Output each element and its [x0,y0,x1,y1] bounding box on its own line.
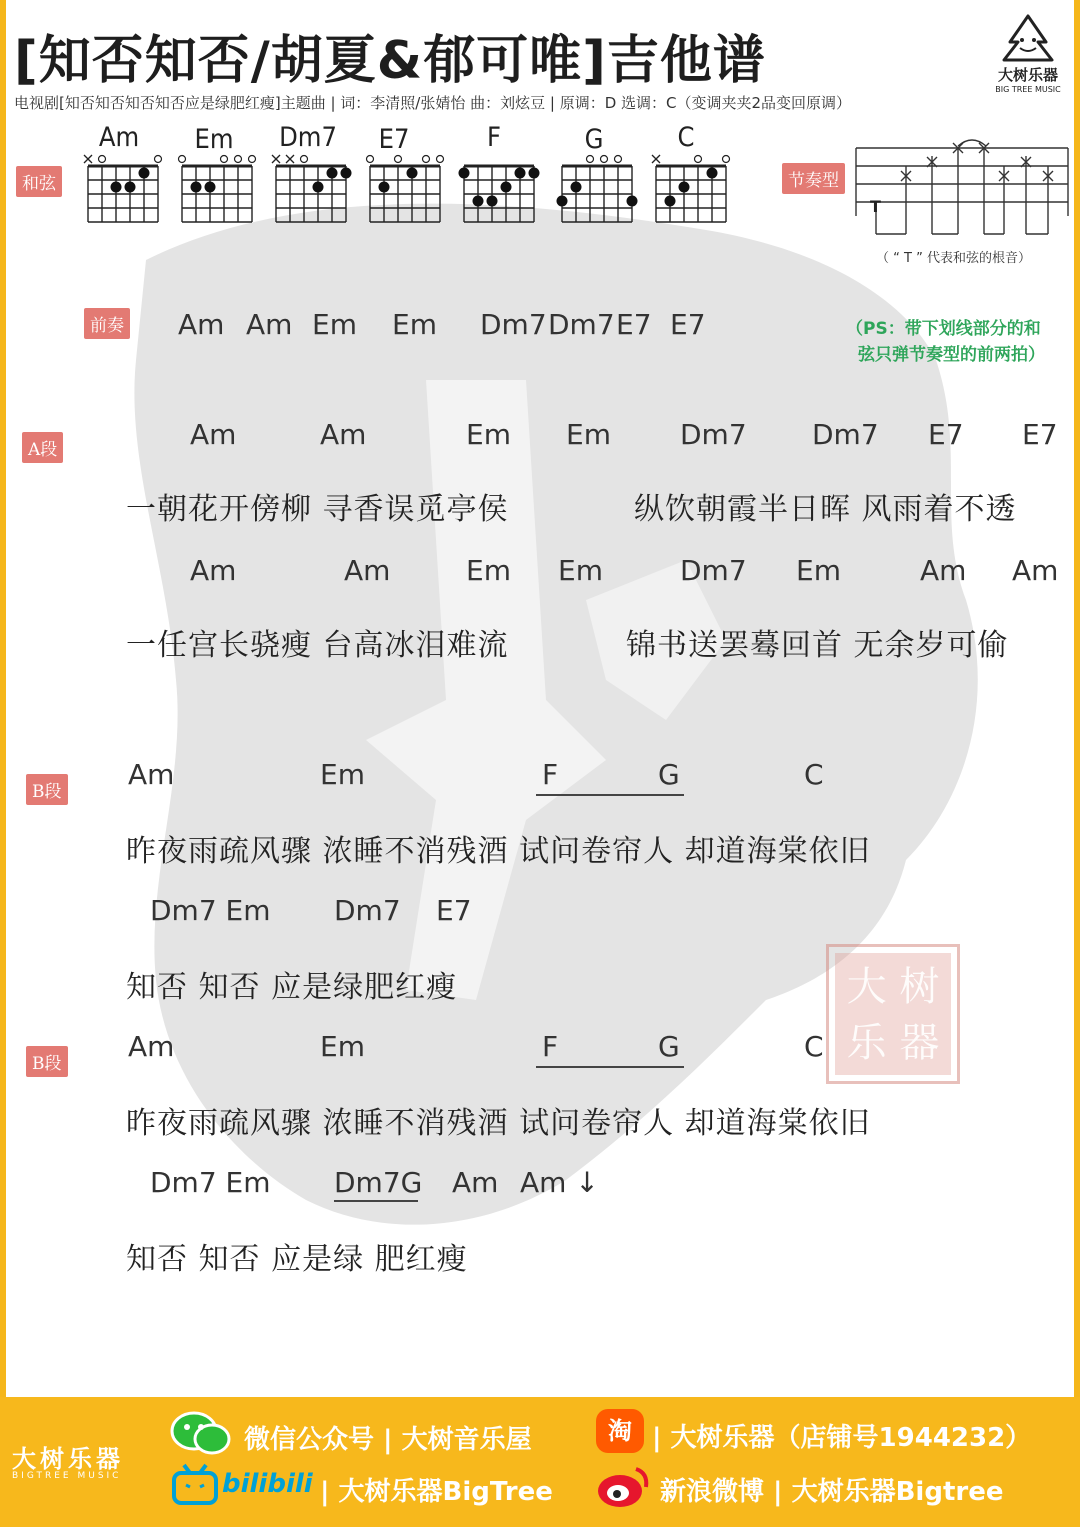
section-b2-chords-2 [6,1166,706,1202]
chord-underline [536,794,684,796]
finger-dot [379,182,390,193]
finger-dot [529,168,540,179]
chord-name-c: C [677,122,695,153]
open-string-mark [423,156,430,163]
finger-dot [707,168,718,179]
open-string-mark [367,156,374,163]
chord-diagram-am [78,150,168,230]
chord-label: Dm7 [548,308,615,341]
chord-label: Dm7 [334,894,401,927]
weibo-link[interactable]: 新浪微博 | 大树乐器Bigtree [660,1477,1004,1507]
open-string-mark [437,156,444,163]
open-string-mark [301,156,308,163]
open-string-mark [601,156,608,163]
finger-dot [679,182,690,193]
chord-label: Em [320,1030,365,1063]
section-a-chords-1 [6,418,1074,454]
chord-diagram-em [172,150,262,230]
footer-brand-en: BIGTREE MUSIC [12,1471,122,1481]
chord-label: E7 [928,418,964,451]
chord-diagram-dm7 [266,150,356,230]
open-string-mark [221,156,228,163]
open-string-mark [179,156,186,163]
open-string-mark [695,156,702,163]
chord-diagram-e7 [360,150,450,230]
chord-label: C [804,1030,824,1063]
chord-label: F [542,1030,559,1063]
chord-underline [334,1200,418,1202]
chord-label: Em [558,554,603,587]
finger-dot [191,182,202,193]
chord-label: F [542,758,559,791]
chord-diagram-c [646,150,736,230]
lyric-line: 知否 知否 应是绿 肥红瘦 [126,1242,468,1277]
chord-name-em: Em [194,124,234,155]
lyric-line: 知否 知否 应是绿肥红瘦 [126,970,458,1005]
open-string-mark [395,156,402,163]
chord-label: Am [320,418,367,451]
chord-label: Em [796,554,841,587]
chord-name-e7: E7 [378,124,410,155]
finger-dot [473,196,484,207]
open-string-mark [235,156,242,163]
rhythm-note: （ “ T ” 代表和弦的根音） [876,251,1031,266]
finger-dot [341,168,352,179]
lyric-line: 昨夜雨疏风骤 浓睡不消残酒 试问卷帘人 却道海棠依旧 [126,834,871,869]
page-title: [知否知否/胡夏&郁可唯]吉他谱 [14,31,766,91]
finger-dot [571,182,582,193]
section-b-tag: B段 [26,774,68,805]
finger-dot [139,168,150,179]
rhythm-pattern-diagram [854,132,1070,238]
open-string-mark [99,156,106,163]
open-string-mark [249,156,256,163]
chord-label: Em [312,308,357,341]
finger-dot [407,168,418,179]
lyric-line: 纵饮朝霞半日晖 风雨着不透 [634,492,1017,527]
chord-underline [536,1066,684,1068]
intro-tag: 前奏 [84,308,130,339]
brand-en-name: BIG TREE MUSIC [995,85,1061,94]
chord-label: Am [1012,554,1059,587]
chord-label: Em [466,418,511,451]
rhythm-tag: 节奏型 [782,163,845,194]
finger-dot [459,168,470,179]
footer [0,1397,1080,1527]
chord-label: G [658,1030,680,1063]
chord-label: Am ↓ [520,1166,599,1199]
chord-label: Dm7 [480,308,547,341]
chord-label: Em [320,758,365,791]
chord-name-g: G [584,124,604,155]
chord-label: Em [466,554,511,587]
chord-label: G [658,758,680,791]
finger-dot [205,182,216,193]
chord-label: Am [452,1166,499,1199]
finger-dot [327,168,338,179]
finger-dot [665,196,676,207]
stamp-line1: 大 树 [846,964,940,1010]
chord-label: Dm7G [334,1166,423,1199]
section-a-tag: A段 [22,432,63,463]
weibo-icon [596,1463,652,1511]
chords-tag: 和弦 [16,166,62,197]
footer-brand: 大树乐器 [12,1445,124,1473]
open-string-mark [155,156,162,163]
chord-label: Am [128,1030,175,1063]
stamp-line2: 乐 器 [846,1020,940,1066]
section-a-chords-2 [6,554,1074,590]
chord-label: E7 [616,308,652,341]
finger-dot [313,182,324,193]
wechat-icon [168,1409,232,1457]
ps-note [846,316,1045,368]
section-b1-chords-1 [6,758,1074,794]
brand-name: 大树乐器 [997,66,1058,84]
open-string-mark [615,156,622,163]
section-b-tag: B段 [26,1046,68,1077]
chord-label: Dm7 [680,418,747,451]
chord-label: Em [392,308,437,341]
chord-name-f: F [487,122,501,153]
score-sheet [6,0,1074,1397]
chord-label: Dm7 [812,418,879,451]
chord-label: E7 [1022,418,1058,451]
intro-chords [6,308,766,344]
finger-dot [111,182,122,193]
finger-dot [627,196,638,207]
bilibili-tv-icon [170,1463,220,1507]
ps-note-line1: （PS：带下划线部分的和 [846,319,1041,339]
section-b1-chords-2 [6,894,606,930]
chord-label: Am [246,308,293,341]
tree-logo-icon [986,12,1070,66]
chord-label: E7 [670,308,706,341]
chord-label: Am [344,554,391,587]
chord-label: Am [190,418,237,451]
chord-label: Am [190,554,237,587]
finger-dot [125,182,136,193]
chord-label: Dm7 [680,554,747,587]
chord-label: C [804,758,824,791]
lyric-line: 一任宫长骁瘦 台高冰泪难流 [126,628,509,663]
section-b2-chords-1 [6,1030,1074,1066]
chord-name-am: Am [98,122,140,153]
chord-diagram-g [552,150,642,230]
lyric-line: 一朝花开傍柳 寻香误觅亭侯 [126,492,509,527]
bilibili-logo: bilibili [222,1469,313,1499]
lyric-line: 昨夜雨疏风骤 浓睡不消残酒 试问卷帘人 却道海棠依旧 [126,1106,871,1141]
chord-label: Em [566,418,611,451]
open-string-mark [723,156,730,163]
chord-name-dm7: Dm7 [279,122,337,153]
song-info-subtitle: 电视剧[知否知否知否知否应是绿肥红瘦]主题曲 | 词：李清照/张婧怡 曲：刘炫豆 | 原调：D 选调：C（变调夹夹2品变回原调） [14,94,852,112]
finger-dot [557,196,568,207]
chord-label: Am [128,758,175,791]
rhythm-root-mark: T [870,197,881,216]
chord-label: Am [920,554,967,587]
wechat-link[interactable]: 微信公众号 | 大树音乐屋 [244,1425,532,1455]
open-string-mark [587,156,594,163]
finger-dot [487,196,498,207]
bilibili-link[interactable]: | 大树乐器BigTree [320,1477,553,1507]
taobao-link[interactable]: | 大树乐器（店铺号1944232） [652,1423,1032,1453]
chord-label: Dm7 Em [150,894,271,927]
chord-label: Dm7 Em [150,1166,271,1199]
finger-dot [501,182,512,193]
chord-label: E7 [436,894,472,927]
ps-note-line2: 弦只弹节奏型的前两拍） [858,345,1045,365]
taobao-icon: 淘 [596,1409,644,1453]
lyric-line: 锦书送罢蓦回首 无余岁可偷 [626,628,1009,663]
brand-logo [986,12,1070,96]
chord-label: Am [178,308,225,341]
finger-dot [515,168,526,179]
chord-diagram-f [454,150,544,230]
